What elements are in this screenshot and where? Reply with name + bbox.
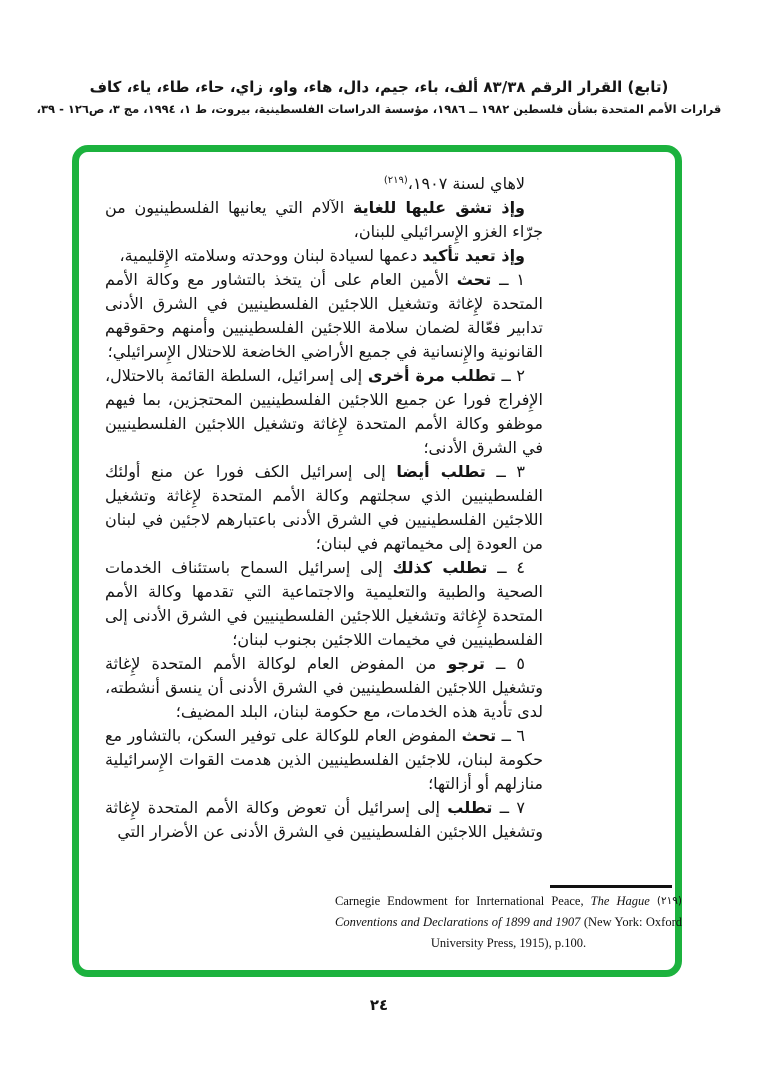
header-resolution-title: (تابع) القرار الرقم ٨٣/٣٨ ألف، باء، جيم، دال، هاء، واو، زاي، حاء، طاء، ياء، كاف <box>89 78 669 96</box>
paragraph-number: ٢ ــ <box>495 366 526 385</box>
continuation-text: لاهاي لسنة ١٩٠٧، <box>407 174 525 193</box>
footnote-citation-start: Carnegie Endowment for Inrternational Peace, <box>335 894 591 908</box>
paragraph-number: ٣ ــ <box>485 462 525 481</box>
paragraph-lead: وإذ تعيد تأكيد <box>422 246 525 265</box>
paragraph-lead: تطلب مرة أخرى <box>367 366 496 385</box>
paragraph-lead: وإذ تشق عليها للغاية <box>352 198 525 217</box>
paragraph-text: الآلام التي يعانيها الفلسطينيون من جرّاء الغزو الإِسرائيلي للبنان، <box>105 198 543 241</box>
paragraph-lead: تطلب كذلك <box>392 558 488 577</box>
header-source-citation: قرارات الأمم المتحدة بشأن فلسطين ١٩٨٢ ــ ١٩٨٦، مؤسسة الدراسات الفلسطينية، بيروت، ط ١، ١٩٩٤، مج ٣، ص١٢٦ - ٣٩، <box>36 102 722 116</box>
paragraph-text: إلى إسرائيل أن تعوض وكالة الأمم المتحدة لإِغاثة وتشغيل اللاجئين الفلسطينيين في الشرق الأدنى عن الأضرار التي <box>105 798 543 841</box>
paragraph-lead: تطلب <box>447 798 493 817</box>
preamble-paragraph <box>105 244 543 268</box>
operative-paragraph-2 <box>105 364 543 460</box>
footnote <box>335 891 682 954</box>
paragraph-text: دعمها لسيادة لبنان ووحدته وسلامته الإِقليمية، <box>119 246 423 265</box>
operative-paragraph-4 <box>105 556 543 652</box>
footnote-citation-title: The Hague Conventions and Declarations of 1899 and 1907 <box>335 894 650 929</box>
operative-paragraph-1 <box>105 268 543 364</box>
resolution-body <box>105 172 543 844</box>
paragraph-lead: ترجو <box>447 654 485 673</box>
paragraph-text: الأمين العام على أن يتخذ بالتشاور مع وكالة الأمم المتحدة لإِغاثة وتشغيل اللاجئين الفلسطينيين في الشرق الأدنى تدابير فعّالة لضمان سلامة اللاجئين الفلسطينيين وأمنهم وحقوقهم القانونية والإِنسانية في جميع الأراضي الخاضعة للاحتلال الإِسرائيلي؛ <box>105 270 543 361</box>
continuation-line <box>105 172 543 196</box>
paragraph-text: إلى إسرائيل الكف فورا عن منع أولئك الفلسطينيين الذي سجلتهم وكالة الأمم المتحدة لإِغاثة وتشغيل اللاجئين الفلسطينيين في الشرق الأدنى باعتبارهم لاجئين في لبنان من العودة إلى مخيماتهم في لبنان؛ <box>105 462 543 553</box>
page-number: ٢٤ <box>369 996 389 1014</box>
paragraph-number: ٤ ــ <box>487 558 525 577</box>
paragraph-number: ١ ــ <box>491 270 526 289</box>
footnote-citation <box>335 894 682 950</box>
paragraph-number: ٦ ــ <box>496 726 525 745</box>
preamble-paragraph <box>105 196 543 244</box>
footnote-number: (٢١٩) <box>656 895 683 907</box>
operative-paragraph-3 <box>105 460 543 556</box>
paragraph-number: ٥ ــ <box>484 654 526 673</box>
footnote-citation-end: (New York: Oxford University Press, 1915), p.100. <box>430 915 682 950</box>
paragraph-lead: تحث <box>461 726 497 745</box>
paragraph-text: إلى إسرائيل، السلطة القائمة بالاحتلال، الإِفراج فورا عن جميع اللاجئين الفلسطينيين المحتجزين، بما فيهم موظفو وكالة الأمم المتحدة لإِغاثة وتشغيل اللاجئين الفلسطينيين في الشرق الأدنى؛ <box>105 366 543 457</box>
operative-paragraph-6 <box>105 724 543 796</box>
paragraph-text: إلى إسرائيل السماح باستئناف الخدمات الصحية والطبية والتعليمية والاجتماعية التي تقدمها وكالة الأمم المتحدة لإِغاثة وتشغيل اللاجئين الفلسطينيين في الشرق الأدنى إلى الفلسطينيين في مخيمات اللاجئين بجنوب لبنان؛ <box>105 558 543 649</box>
footnote-ref-marker: (٢١٩) <box>383 175 408 186</box>
paragraph-lead: تطلب أيضا <box>396 462 486 481</box>
footnote-separator-rule <box>550 885 672 888</box>
green-frame <box>72 145 682 977</box>
paragraph-lead: تحث <box>456 270 492 289</box>
paragraph-text: من المفوض العام لوكالة الأمم المتحدة لإِغاثة وتشغيل اللاجئين الفلسطينيين في الشرق الأدنى أن ينسق أنشطته، لدى تأدية هذه الخدمات، مع حكومة لبنان، البلد المضيف؛ <box>105 654 543 721</box>
operative-paragraph-7 <box>105 796 543 844</box>
paragraph-number: ٧ ــ <box>492 798 525 817</box>
operative-paragraph-5 <box>105 652 543 724</box>
paragraph-text: المفوض العام للوكالة على توفير السكن، بالتشاور مع حكومة لبنان، للاجئين الفلسطينيين الذين هدمت القوات الإِسرائيلية منازلهم أو أزالتها؛ <box>105 726 543 793</box>
